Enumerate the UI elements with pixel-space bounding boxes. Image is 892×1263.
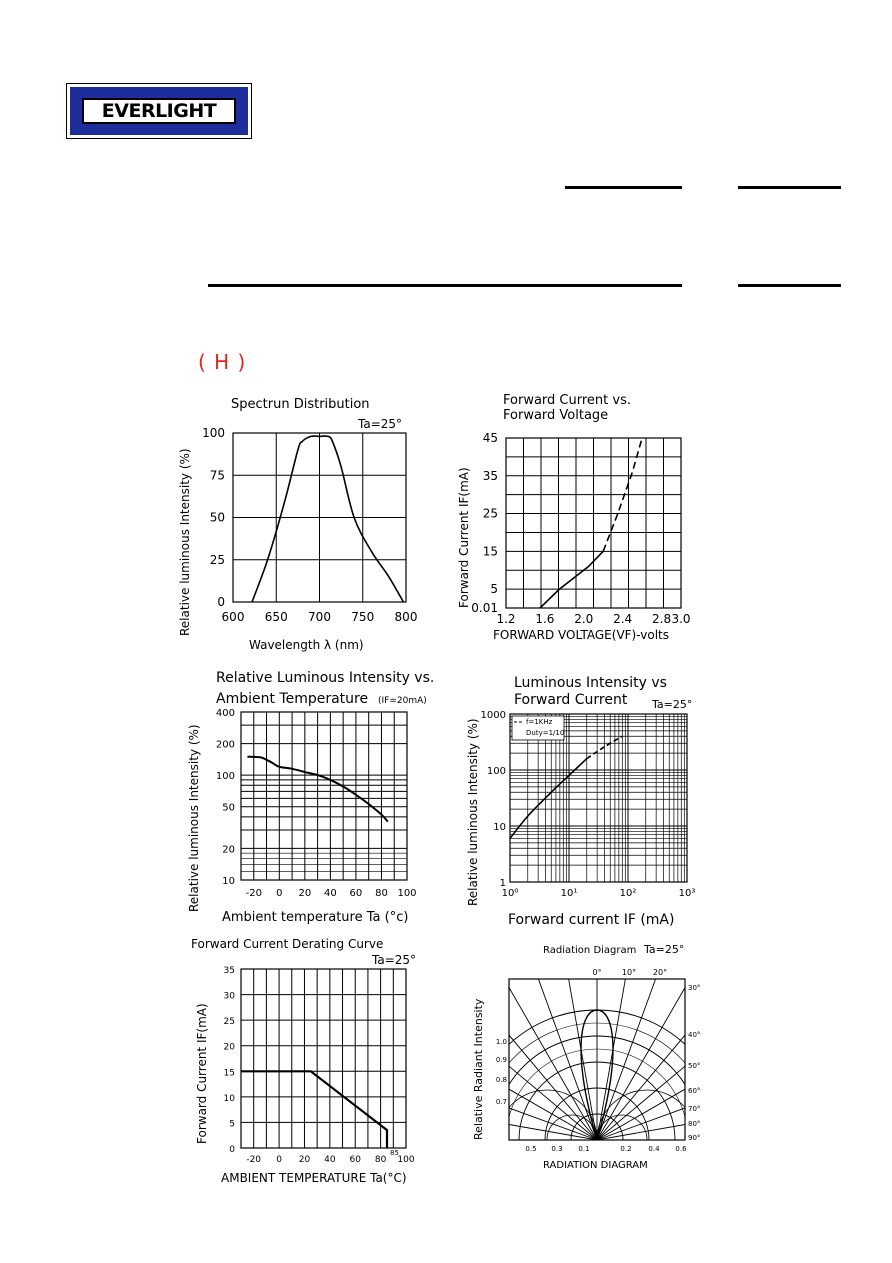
icur-xlabel: Forward current IF (mA) bbox=[508, 912, 675, 928]
radiation-scale-label: 0.1 bbox=[578, 1145, 590, 1153]
derating-y-tick-label: 25 bbox=[223, 1017, 235, 1028]
radiation-scale-label: 0.6 bbox=[675, 1145, 687, 1153]
fwd-current-voltage-chart bbox=[457, 393, 691, 642]
fcv-y-ticks bbox=[471, 431, 498, 615]
spectrum-condition: Ta=25° bbox=[358, 417, 403, 431]
radiation-grid bbox=[337, 880, 857, 1263]
spectrum-grid bbox=[233, 433, 406, 602]
icur-ylabel: Relative luminous Intensity (%) bbox=[466, 718, 480, 906]
radiation-ylabel: Relative Radiant Intensity bbox=[472, 998, 485, 1140]
itemp-x-tick-label: 20 bbox=[298, 888, 312, 899]
itemp-x-tick-label: 60 bbox=[349, 888, 363, 899]
derating-x-tick-label: 40 bbox=[324, 1155, 336, 1165]
icur-y-tick-label: 1000 bbox=[480, 710, 506, 721]
fcv-y-tick-label: 25 bbox=[482, 506, 498, 521]
derating-y-tick-label: 10 bbox=[223, 1093, 235, 1104]
itemp-x-tick-label: 40 bbox=[324, 888, 337, 899]
fcv-ylabel: Forward Current IF(mA) bbox=[457, 467, 471, 608]
icur-x-tick-label: 10² bbox=[619, 888, 637, 899]
fcv-x-ticks bbox=[496, 612, 690, 626]
itemp-x-tick-label: -20 bbox=[245, 888, 262, 899]
icur-title: Luminous Intensity vs bbox=[514, 675, 667, 691]
itemp-y-ticks bbox=[216, 708, 235, 887]
derating-curve bbox=[241, 1071, 387, 1148]
derating-x-tick-label: 80 bbox=[374, 1155, 387, 1165]
itemp-y-tick-label: 50 bbox=[222, 802, 235, 814]
derating-y-tick-label: 15 bbox=[223, 1068, 235, 1079]
derating-y-tick-label: 30 bbox=[223, 991, 235, 1002]
spectrum-x-ticks bbox=[222, 610, 418, 624]
icur-x-tick-label: 10⁰ bbox=[501, 888, 519, 899]
itemp-y-tick-label: 10 bbox=[222, 876, 235, 887]
radiation-radial-label: 0.9 bbox=[495, 1056, 507, 1064]
spectrum-xlabel: Wavelength λ (nm) bbox=[249, 638, 364, 652]
logo-text: EVERLIGHT bbox=[101, 100, 217, 122]
derating-x-tick-label: 100 bbox=[397, 1155, 415, 1165]
icur-x-tick-label: 10³ bbox=[678, 888, 696, 899]
radiation-angle-label: 50° bbox=[688, 1062, 701, 1070]
derating-x-tick-label: 60 bbox=[349, 1155, 361, 1165]
radiation-radial-label: 0.8 bbox=[495, 1076, 507, 1084]
radiation-chart bbox=[337, 880, 857, 1263]
fcv-y-tick-label: 15 bbox=[482, 544, 498, 559]
radiation-angle-label: 30° bbox=[688, 984, 701, 992]
spectrum-x-tick-label: 800 bbox=[394, 610, 418, 624]
fcv-y-tick-label: 5 bbox=[490, 582, 498, 597]
radiation-scale-label: 0.4 bbox=[648, 1145, 660, 1153]
radiation-angle-label: 60° bbox=[688, 1087, 701, 1095]
derating-y-tick-label: 20 bbox=[223, 1042, 235, 1053]
spectrum-title: Spectrun Distribution bbox=[231, 397, 370, 412]
icur-x-ticks bbox=[502, 888, 696, 899]
icur-y-tick-label: 100 bbox=[486, 766, 506, 777]
radiation-scale-label: 0.3 bbox=[551, 1145, 563, 1153]
spectrum-y-tick-label: 50 bbox=[209, 510, 225, 525]
radiation-labels bbox=[496, 968, 701, 1153]
fcv-x-tick-label: 3.0 bbox=[671, 612, 691, 626]
derating-y-ticks bbox=[224, 966, 236, 1155]
radiation-radial-label: 1.0 bbox=[495, 1038, 507, 1046]
fcv-x-tick-label: 2.0 bbox=[574, 612, 594, 626]
spectrum-x-tick-label: 750 bbox=[351, 610, 375, 624]
fcv-y-tick-label: 0.01 bbox=[471, 600, 498, 615]
radiation-angle-label: 90° bbox=[688, 1134, 701, 1142]
radiation-scale-label: 0.5 bbox=[525, 1145, 537, 1153]
spectrum-x-tick-label: 700 bbox=[308, 610, 331, 624]
derating-x-tick-label: 0 bbox=[276, 1155, 282, 1165]
radiation-spoke bbox=[508, 896, 597, 1140]
fcv-title-2: Forward Voltage bbox=[503, 408, 609, 423]
derating-y-tick-label: 35 bbox=[223, 966, 235, 976]
radiation-angle-label: 80° bbox=[688, 1120, 701, 1128]
intensity-temp-chart bbox=[187, 670, 434, 925]
derating-ylabel: Forward Current IF(mA) bbox=[195, 1003, 209, 1144]
derating-grid bbox=[241, 969, 406, 1148]
spectrum-y-tick-label: 25 bbox=[209, 552, 225, 567]
spectrum-y-tick-label: 75 bbox=[209, 468, 225, 483]
radiation-title: Radiation Diagram bbox=[543, 945, 637, 956]
itemp-y-tick-label: 200 bbox=[215, 739, 235, 751]
radiation-angle-label: 20° bbox=[652, 968, 668, 977]
radiation-spoke bbox=[597, 1010, 822, 1140]
derating-y-tick-label: 5 bbox=[229, 1119, 235, 1130]
derating-x-tick-label: -20 bbox=[246, 1155, 262, 1165]
derating-condition: Ta=25° bbox=[372, 953, 417, 967]
itemp-x-tick-label: 0 bbox=[276, 888, 283, 899]
icur-condition: Ta=25° bbox=[652, 698, 693, 711]
radiation-radial-label: 0.7 bbox=[495, 1098, 507, 1106]
spectrum-y-ticks bbox=[202, 426, 225, 609]
itemp-grid bbox=[241, 712, 407, 880]
icur-title-2: Forward Current bbox=[514, 692, 628, 708]
radiation-spoke bbox=[597, 973, 796, 1140]
radiation-spoke bbox=[597, 896, 686, 1140]
icur-y-ticks bbox=[481, 710, 506, 889]
radiation-angle-label: 40° bbox=[688, 1031, 701, 1039]
fcv-y-tick-label: 35 bbox=[482, 468, 498, 483]
itemp-y-tick-label: 100 bbox=[215, 771, 235, 783]
intensity-current-chart bbox=[466, 675, 695, 928]
fcv-x-tick-label: 2.4 bbox=[613, 612, 633, 626]
radiation-xlabel: RADIATION DIAGRAM bbox=[543, 1160, 648, 1171]
icur-y-tick-label: 1 bbox=[499, 878, 506, 889]
section-label: ( H ) bbox=[198, 350, 247, 374]
radiation-angle-label: 0° bbox=[592, 968, 602, 977]
itemp-x-tick-label: 100 bbox=[397, 888, 417, 899]
radiation-angle-label: 10° bbox=[621, 968, 637, 977]
fcv-x-tick-label: 2.8 bbox=[652, 612, 672, 626]
spectrum-ylabel: Relative luminous Intensity (%) bbox=[178, 448, 192, 636]
spectrum-y-tick-label: 0 bbox=[217, 595, 225, 609]
itemp-frame bbox=[241, 712, 407, 880]
derating-frame bbox=[241, 969, 406, 1148]
spectrum-y-tick-label: 100 bbox=[202, 426, 225, 440]
icur-legend-2: Duty=1/10 bbox=[526, 729, 565, 737]
itemp-condition: (IF=20mA) bbox=[378, 696, 427, 706]
fcv-x-tick-label: 1.2 bbox=[496, 612, 516, 626]
fcv-x-tick-label: 1.6 bbox=[535, 612, 555, 626]
itemp-y-tick-label: 400 bbox=[215, 708, 235, 719]
fcv-y-tick-label: 45 bbox=[482, 431, 498, 445]
radiation-scale-label: 0.2 bbox=[620, 1145, 632, 1153]
itemp-title: Relative Luminous Intensity vs. bbox=[216, 670, 435, 686]
fcv-grid bbox=[506, 438, 681, 608]
icur-y-tick-label: 10 bbox=[493, 822, 506, 833]
itemp-y-tick-label: 20 bbox=[222, 844, 235, 856]
radiation-condition: Ta=25° bbox=[644, 943, 685, 956]
itemp-title-2: Ambient Temperature bbox=[216, 691, 369, 707]
itemp-x-tick-label: 80 bbox=[375, 888, 388, 899]
derating-y-tick-label: 0 bbox=[229, 1145, 235, 1155]
fcv-title: Forward Current vs. bbox=[503, 393, 631, 408]
radiation-angle-label: 70° bbox=[688, 1105, 701, 1113]
radiation-spoke bbox=[430, 941, 597, 1140]
derating-x-extra: 85 bbox=[390, 1149, 399, 1157]
itemp-ylabel: Relative luminous Intensity (%) bbox=[187, 724, 201, 912]
itemp-x-ticks bbox=[246, 888, 417, 899]
icur-x-tick-label: 10¹ bbox=[560, 888, 578, 899]
spectrum-curve bbox=[252, 436, 403, 602]
derating-xlabel: AMBIENT TEMPERATURE Ta(°C) bbox=[221, 1171, 407, 1185]
itemp-xlabel: Ambient temperature Ta (°c) bbox=[222, 910, 409, 925]
radiation-spoke bbox=[597, 1051, 841, 1140]
derating-chart bbox=[191, 937, 416, 1185]
spectrum-chart bbox=[178, 397, 417, 652]
derating-title: Forward Current Derating Curve bbox=[191, 937, 384, 951]
icur-legend-1: f=1KHz bbox=[526, 718, 553, 726]
spectrum-x-tick-label: 650 bbox=[264, 610, 288, 624]
derating-x-tick-label: 20 bbox=[298, 1155, 311, 1165]
spectrum-x-tick-label: 600 bbox=[221, 610, 245, 624]
fcv-xlabel: FORWARD VOLTAGE(VF)-volts bbox=[493, 628, 669, 642]
